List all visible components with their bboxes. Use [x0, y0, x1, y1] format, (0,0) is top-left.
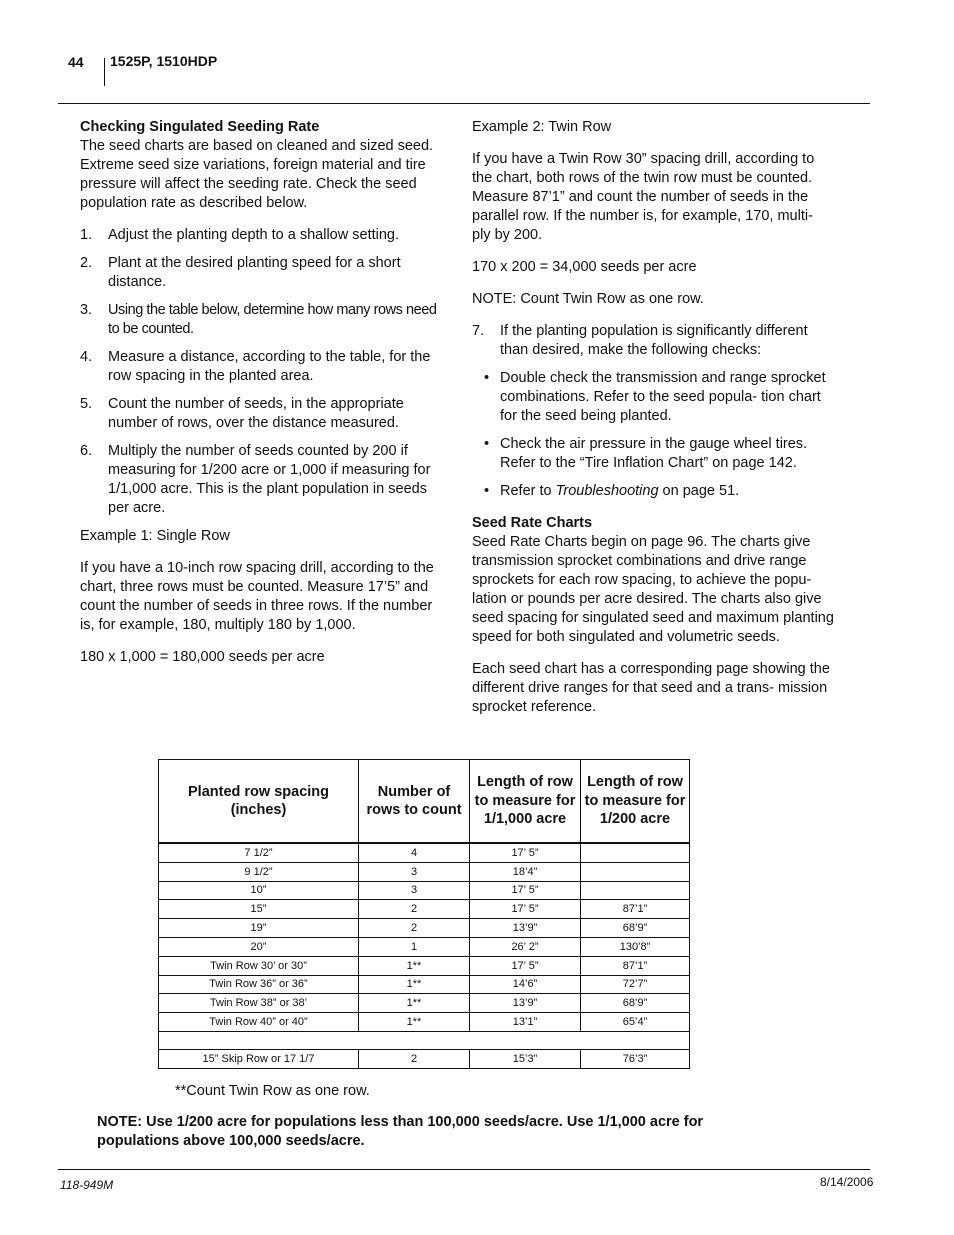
spacer-cell — [159, 1031, 690, 1049]
table-cell: Twin Row 30’ or 30” — [159, 956, 359, 975]
table-cell: Twin Row 38” or 38’ — [159, 994, 359, 1013]
table-cell: 15” Skip Row or 17 1/7 — [159, 1049, 359, 1068]
list-item — [80, 395, 438, 433]
table-cell: 18’4” — [470, 862, 581, 881]
table-cell: 3 — [359, 862, 470, 881]
table-cell: 15” — [159, 900, 359, 919]
bullet-icon: • — [484, 370, 490, 386]
table-cell: 13’9” — [470, 919, 581, 938]
table-cell: 87’1” — [581, 956, 690, 975]
table-cell: 7 1/2” — [159, 843, 359, 862]
checks-list — [472, 369, 834, 501]
table-cell: 68’9” — [581, 994, 690, 1013]
table-cell — [581, 843, 690, 862]
table-cell: 26’ 2” — [470, 937, 581, 956]
list-item — [80, 301, 438, 339]
example1-text: If you have a 10-inch row spacing drill, according to the chart, three rows must be counted. Measure 17’5” and count the number of seeds in three rows. If the number is, for example, 180, multiply 180 by 1,000. — [80, 560, 434, 633]
header-divider — [104, 58, 105, 86]
table-cell: 3 — [359, 881, 470, 900]
table-cell: 1 — [359, 937, 470, 956]
step-text: Multiply the number of seeds counted by 200 if measuring for 1/200 acre or 1,000 if measuring for 1/1,000 acre. This is the plant population in seeds per acre. — [108, 443, 431, 516]
table-row — [159, 937, 690, 956]
list-item — [80, 442, 438, 518]
table-cell: 1** — [359, 956, 470, 975]
step-number: 4. — [80, 349, 93, 365]
step-number: 1. — [80, 227, 93, 243]
table-footnote: **Count Twin Row as one row. — [175, 1083, 370, 1099]
step-number: 6. — [80, 443, 93, 459]
table-cell: 68’9” — [581, 919, 690, 938]
step-number: 3. — [80, 302, 93, 318]
revision-date: 8/14/2006 — [820, 1175, 874, 1189]
table-row — [159, 919, 690, 938]
steps-list — [80, 226, 438, 518]
step-number: 7. — [472, 323, 485, 339]
table-cell: 15’3” — [470, 1049, 581, 1068]
table-cell: 14’6” — [470, 975, 581, 994]
troubleshooting-reference: Troubleshooting — [555, 483, 659, 499]
list-item — [472, 322, 834, 360]
step-text: Measure a distance, according to the table, for the row spacing in the planted area. — [108, 349, 431, 384]
intro-paragraph: The seed charts are based on cleaned and sized seed. Extreme seed size variations, foreign material and tire pressure will affect the seeding rate. Check the seed population rate as described below. — [80, 138, 434, 211]
table-body — [159, 843, 690, 1068]
table-row — [159, 881, 690, 900]
bullet-text: Double check the transmission and range sprocket combinations. Refer to the seed popula- tion chart for the seed being planted. — [500, 370, 826, 424]
table-cell: 72’7” — [581, 975, 690, 994]
table-cell: 1** — [359, 994, 470, 1013]
table-cell: 20” — [159, 937, 359, 956]
list-item — [472, 369, 834, 426]
table-row — [159, 1049, 690, 1068]
table-cell: 13’1” — [470, 1013, 581, 1032]
table-cell: 2 — [359, 919, 470, 938]
table-cell: 87’1” — [581, 900, 690, 919]
example1-calc: 180 x 1,000 = 180,000 seeds per acre — [80, 649, 325, 665]
table-cell: 1** — [359, 975, 470, 994]
table-cell: 17’ 5” — [470, 900, 581, 919]
table-row — [159, 1013, 690, 1032]
table-cell: 13’9” — [470, 994, 581, 1013]
example1-title: Example 1: Single Row — [80, 528, 230, 544]
step7-list — [472, 322, 834, 360]
table-cell: 10” — [159, 881, 359, 900]
seed-rate-section — [472, 514, 834, 647]
bullet-icon: • — [484, 436, 490, 452]
column-header: Length of row to measure for 1/1,000 acre — [470, 760, 581, 844]
section-heading: Checking Singulated Seeding Rate — [80, 119, 320, 135]
step-text: Count the number of seeds, in the appropriate number of rows, over the distance measured. — [108, 396, 404, 431]
bullet-text: Check the air pressure in the gauge wheel tires. Refer to the “Tire Inflation Chart” on page 142. — [500, 436, 808, 471]
table-cell: 9 1/2” — [159, 862, 359, 881]
table-spacer-row — [159, 1031, 690, 1049]
table-cell — [581, 881, 690, 900]
table-header-row — [159, 760, 690, 844]
seed-chart-paragraph: Each seed chart has a corresponding page showing the different drive ranges for that seed and a trans- mission sprocket reference. — [472, 661, 830, 715]
table-cell: 65’4” — [581, 1013, 690, 1032]
table-cell: 2 — [359, 1049, 470, 1068]
acre-note: NOTE: Use 1/200 acre for populations less than 100,000 seeds/acre. Use 1/1,000 acre for populations above 100,000 seeds/acre. — [97, 1114, 704, 1149]
table-row — [159, 900, 690, 919]
table-cell: 17’ 5” — [470, 956, 581, 975]
table-row — [159, 994, 690, 1013]
table-cell: 17’ 5” — [470, 881, 581, 900]
table-cell: 17’ 5” — [470, 843, 581, 862]
list-item — [80, 348, 438, 386]
column-header: Number of rows to count — [359, 760, 470, 844]
header-rule — [58, 103, 870, 104]
step-number: 5. — [80, 396, 93, 412]
column-header: Planted row spacing (inches) — [159, 760, 359, 844]
table-cell: 130’8” — [581, 937, 690, 956]
example2-calc: 170 x 200 = 34,000 seeds per acre — [472, 259, 697, 275]
table-row — [159, 956, 690, 975]
list-item — [472, 435, 834, 473]
seed-rate-paragraph: Seed Rate Charts begin on page 96. The charts give transmission sprocket combinations and drive range sprockets for each row spacing, to achieve the popu- lation or pounds per acre desired. The charts also give seed spacing for singulated seed and maximum planting speed for both singulated and volumetric seeds. — [472, 534, 834, 645]
step-text: If the planting population is significantly different than desired, make the following checks: — [500, 323, 808, 358]
bullet-icon: • — [484, 483, 490, 499]
table-row — [159, 862, 690, 881]
bullet-text-tail: on page 51. — [658, 483, 740, 499]
checking-section — [80, 118, 438, 213]
table-cell: 1** — [359, 1013, 470, 1032]
table-cell: 2 — [359, 900, 470, 919]
bullet-text: Refer to — [500, 483, 556, 499]
table-cell: 76’3” — [581, 1049, 690, 1068]
example2-text: If you have a Twin Row 30” spacing drill, according to the chart, both rows of the twin row must be counted. Measure 87’1” and count the number of seeds in the parallel row. If the number is, for example, 170, multi- ply by 200. — [472, 151, 815, 243]
page-number: 44 — [68, 54, 84, 70]
footer-rule — [58, 1169, 870, 1170]
table-cell: Twin Row 36” or 36” — [159, 975, 359, 994]
step-text: Using the table below, determine how many rows need to be counted. — [108, 302, 437, 337]
left-column — [80, 118, 438, 680]
step-text: Plant at the desired planting speed for a short distance. — [108, 255, 401, 290]
table-row — [159, 843, 690, 862]
example2-title: Example 2: Twin Row — [472, 119, 612, 135]
list-item — [472, 482, 834, 501]
table-cell — [581, 862, 690, 881]
example2-note: NOTE: Count Twin Row as one row. — [472, 291, 704, 307]
step-number: 2. — [80, 255, 93, 271]
right-column — [472, 118, 834, 730]
step-text: Adjust the planting depth to a shallow setting. — [108, 227, 399, 243]
list-item — [80, 226, 438, 245]
table-cell: Twin Row 40” or 40” — [159, 1013, 359, 1032]
section-heading: Seed Rate Charts — [472, 515, 593, 531]
model-title: 1525P, 1510HDP — [110, 53, 218, 69]
table-cell: 19” — [159, 919, 359, 938]
document-number: 118-949M — [60, 1178, 114, 1192]
row-count-table — [158, 759, 690, 1069]
column-header: Length of row to measure for 1/200 acre — [581, 760, 690, 844]
list-item — [80, 254, 438, 292]
table-row — [159, 975, 690, 994]
table-cell: 4 — [359, 843, 470, 862]
